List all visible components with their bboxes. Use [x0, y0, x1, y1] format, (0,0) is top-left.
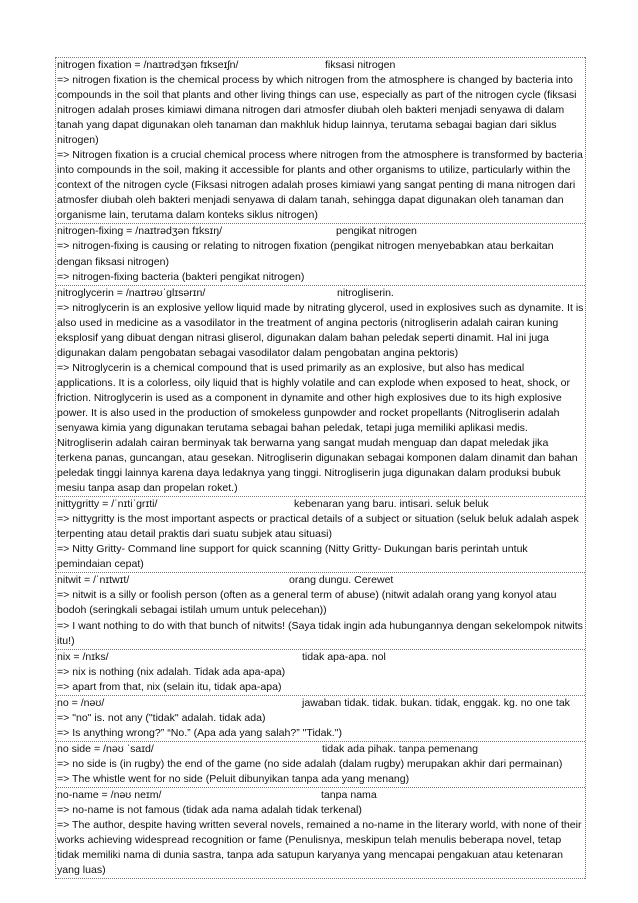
entry-definition: => nitroglycerin is an explosive yellow liquid made by nitrating glycerol, used in explosives such as dynamite. It is also used in medicine as a vasodilator in the treatment of angina pectoris (nitrogliserin adalah cairan kuning eksplosif yang dibuat dengan nitrasi gliserol, digunakan dalam bahan peledak seperti dinamit. Hal ini juga digunakan dalam pengobatan sebagai vasodilator dalam pengobatan angina pektoris) — [57, 301, 584, 359]
entry-example: => The author, despite having written several novels, remained a no-name in the literary world, with none of their works achieving widespread recognition or fame (Penulisnya, meskipun telah menulis beberapa novel, tetap tidak memiliki nama di dunia sastra, tanpa ada satupun karyanya yang mencapai pengakuan atau ketenaran yang luas) — [57, 818, 582, 877]
entry-term: nitroglycerin = /naɪtrəʊˈglɪsərɪn/ — [57, 286, 206, 299]
entry-term: no side = /nəʊ ˈsaɪd/ — [57, 742, 154, 755]
entry-translation: tanpa nama — [321, 788, 377, 801]
entry-example: => I want nothing to do with that bunch of nitwits! (Saya tidak ingin ada hubungannya dengan sekelompok nitwits itu!) — [57, 619, 583, 647]
entry-heading — [57, 497, 584, 512]
entry-definition: => no side is (in rugby) the end of the game (no side adalah (dalam rugby) merupakan akhir dari permainan) — [57, 757, 563, 770]
entry — [56, 496, 585, 572]
entry-definition: => nix is nothing (nix adalah. Tidak ada apa-apa) — [57, 665, 286, 678]
entry-heading — [57, 742, 584, 757]
entry-translation: nitrogliserin. — [337, 286, 394, 299]
entry-translation: pengikat nitrogen — [336, 225, 417, 238]
entry-term: nitrogen-fixing = /naɪtrədʒən fɪksɪŋ/ — [57, 225, 223, 238]
entry-term: nitwit = /ˈnɪtwɪt/ — [57, 574, 130, 587]
entry-example: => Nitty Gritty- Command line support for quick scanning (Nitty Gritty- Dukungan baris perintah untuk pemindaian cepat) — [57, 543, 528, 571]
entry-example: => Nitrogen fixation is a crucial chemical process where nitrogen from the atmosphere is transformed by bacteria into compounds in the soil, making it accessible for plants and other organisms to utilize, particularly within the context of the nitrogen cycle (Fiksasi nitrogen adalah proses kimiawi yang sangat penting di mana nitrogen dari atmosfer diubah oleh bakteri menjadi senyawa di dalam tanah, sehingga dapat digunakan oleh tanaman dan organisme lain, terutama dalam konteks siklus nitrogen) — [57, 149, 583, 222]
entry-heading — [57, 58, 584, 73]
entry — [56, 223, 585, 284]
entry-translation: fiksasi nitrogen — [325, 59, 396, 71]
entry-heading — [57, 286, 584, 301]
entry-definition: => "no" is. not any ("tidak" adalah. tidak ada) — [57, 711, 266, 724]
entry-translation: tidak apa-apa. nol — [302, 650, 386, 663]
entry-translation: tidak ada pihak. tanpa pemenang — [322, 742, 478, 755]
vocabulary-document — [55, 57, 586, 879]
entry-definition: => no-name is not famous (tidak ada nama adalah tidak terkenal) — [57, 803, 362, 816]
entry-term: nitrogen fixation = /naɪtrədʒən fɪkseɪʃn/ — [57, 59, 239, 71]
entry-translation: orang dungu. Cerewet — [289, 574, 394, 587]
entry-term: nittygritty = /ˈnɪtiˈgrɪti/ — [57, 498, 158, 511]
entry-definition: => nitrogen-fixing is causing or relating to nitrogen fixation (pengikat nitrogen menyebabkan atau berkaitan dengan fiksasi nitrogen) — [57, 240, 554, 268]
entry-example: => Is anything wrong?” “No.” (Apa ada yang salah?” "Tidak.") — [57, 726, 342, 739]
entry — [56, 787, 585, 879]
entry-translation: jawaban tidak. tidak. bukan. tidak, enggak. kg. no one tak — [302, 696, 570, 709]
entry-example: => The whistle went for no side (Peluit dibunyikan tanpa ada yang menang) — [57, 772, 410, 785]
entry-definition: => nitwit is a silly or foolish person (often as a general term of abuse) (nitwit adalah orang yang konyol atau bodoh (seringkali sebagai istilah umum untuk pelecehan)) — [57, 589, 557, 617]
entry-definition: => nittygritty is the most important aspects or practical details of a subject or situation (seluk beluk adalah aspek terpenting atau detail praktis dari suatu subjek atau situasi) — [57, 513, 579, 541]
entry — [56, 741, 585, 787]
entry-translation: kebenaran yang baru. intisari. seluk beluk — [294, 498, 489, 511]
entry-term: no-name = /nəʊ neɪm/ — [57, 788, 162, 801]
entry-heading — [57, 573, 584, 588]
entry-definition: => nitrogen fixation is the chemical process by which nitrogen from the atmosphere is changed by bacteria into compounds in the soil that plants and other living things can use, especially as part of the nitrogen cycle (fiksasi nitrogen adalah proses kimiawi dimana nitrogen dari atmosfer diubah oleh bakteri menjadi senyawa di dalam tanah yang dapat digunakan oleh tanaman dan makhluk hidup lainnya, terutama sebagai bagian dari siklus nitrogen) — [57, 74, 577, 147]
entry — [56, 572, 585, 648]
entry-heading — [57, 650, 584, 665]
entry-heading — [57, 224, 584, 239]
entry — [56, 285, 585, 497]
entry — [56, 695, 585, 741]
entry-term: no = /nəʊ/ — [57, 696, 105, 709]
entry-example: => nitrogen-fixing bacteria (bakteri pengikat nitrogen) — [57, 270, 305, 283]
entry — [56, 57, 585, 223]
entry-heading — [57, 696, 584, 711]
entry-term: nix = /nɪks/ — [57, 650, 109, 663]
entry — [56, 649, 585, 695]
entry-heading — [57, 788, 584, 803]
entry-example: => apart from that, nix (selain itu, tidak apa-apa) — [57, 680, 282, 693]
entry-example: => Nitroglycerin is a chemical compound that is used primarily as an explosive, but also has medical applications. It is a colorless, oily liquid that is highly volatile and can explode when exposed to heat, shock, or friction. Nitroglycerin is used as a component in dynamite and other high explosives due to its high explosive power. It is also used in the production of smokeless gunpowder and rocket propellants (Nitrogliserin adalah senyawa kimia yang digunakan terutama sebagai bahan peledak, tetapi juga memiliki aplikasi medis. Nitrogliserin adalah cairan berminyak tak berwarna yang sangat mudah menguap dan dapat meledak jika terkena panas, guncangan, atau gesekan. Nitrogliserin digunakan sebagai komponen dalam dinamit dan bahan peledak tinggi lainnya karena daya ledaknya yang tinggi. Nitrogliserin juga digunakan dalam produksi bubuk mesiu tanpa asap dan propelan roket.) — [57, 361, 578, 495]
